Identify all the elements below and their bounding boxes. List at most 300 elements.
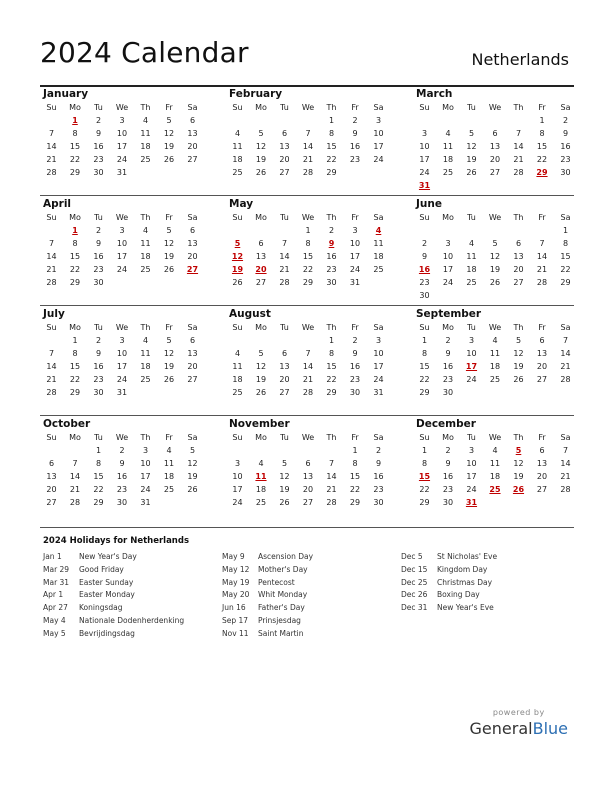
day-cell: 12 bbox=[163, 129, 175, 138]
day-cell: 26 bbox=[489, 278, 501, 287]
day-cell: 9 bbox=[445, 349, 451, 358]
day-cell: 28 bbox=[69, 498, 81, 507]
weekday-label: We bbox=[488, 213, 502, 222]
weekday-label: Mo bbox=[69, 213, 81, 222]
weekday-label: Tu bbox=[280, 323, 289, 332]
day-cell: 18 bbox=[489, 362, 501, 371]
holiday-day: 26 bbox=[512, 485, 525, 494]
logo-blue: Blue bbox=[532, 719, 568, 738]
holiday-name: Nationale Dodenherdenking bbox=[79, 615, 185, 625]
weekday-label: We bbox=[115, 433, 129, 442]
day-cell: 3 bbox=[119, 336, 125, 345]
holiday-date: May 12 bbox=[222, 564, 250, 574]
day-cell: 25 bbox=[163, 485, 175, 494]
day-cell: 26 bbox=[163, 265, 175, 274]
day-cell: 23 bbox=[326, 265, 337, 274]
day-cell: 3 bbox=[468, 336, 475, 345]
holiday-name: Good Friday bbox=[79, 564, 124, 574]
day-cell: 29 bbox=[93, 498, 104, 507]
day-cell: 7 bbox=[48, 349, 55, 358]
day-cell: 24 bbox=[116, 155, 128, 164]
day-cell: 8 bbox=[72, 239, 78, 248]
day-cell: 6 bbox=[492, 129, 498, 138]
day-cell: 14 bbox=[302, 142, 314, 151]
weekday-label: Th bbox=[513, 323, 524, 332]
day-cell: 20 bbox=[187, 142, 198, 151]
day-cell: 4 bbox=[492, 446, 498, 455]
day-cell: 17 bbox=[442, 265, 454, 274]
weekday-label: Sa bbox=[187, 323, 198, 332]
holiday-date: Apr 1 bbox=[43, 590, 64, 600]
day-cell: 17 bbox=[349, 252, 361, 261]
day-cell: 24 bbox=[140, 485, 151, 494]
day-cell: 17 bbox=[373, 142, 384, 151]
day-cell: 12 bbox=[255, 142, 267, 151]
day-cell: 1 bbox=[72, 336, 78, 345]
day-cell: 19 bbox=[279, 485, 290, 494]
logo-general: General bbox=[469, 719, 533, 738]
day-cell: 23 bbox=[373, 485, 384, 494]
day-cell: 12 bbox=[279, 472, 290, 481]
day-cell: 16 bbox=[373, 472, 384, 481]
day-cell: 13 bbox=[46, 472, 57, 481]
weekday-label: Th bbox=[140, 433, 151, 442]
day-cell: 29 bbox=[69, 388, 81, 397]
day-cell: 6 bbox=[48, 459, 55, 468]
weekday-label: We bbox=[301, 103, 315, 112]
day-cell: 20 bbox=[302, 485, 314, 494]
day-cell: 19 bbox=[163, 142, 175, 151]
month-march bbox=[413, 86, 575, 195]
day-cell: 16 bbox=[442, 472, 454, 481]
holiday-date: May 20 bbox=[222, 590, 250, 600]
weekday-label: Sa bbox=[187, 103, 198, 112]
month-row bbox=[40, 306, 574, 416]
day-cell: 22 bbox=[302, 265, 314, 274]
weekday-label: Tu bbox=[280, 433, 289, 442]
day-cell: 16 bbox=[349, 362, 361, 371]
holiday-day: 19 bbox=[231, 265, 244, 274]
month-name: October bbox=[43, 418, 91, 430]
weekday-label: Mo bbox=[442, 103, 454, 112]
day-cell: 11 bbox=[442, 142, 454, 151]
day-cell: 8 bbox=[95, 459, 102, 468]
holiday-name: Easter Sunday bbox=[79, 577, 134, 587]
day-cell: 1 bbox=[539, 116, 545, 125]
day-cell: 14 bbox=[560, 459, 571, 468]
month-november bbox=[226, 416, 388, 527]
day-cell: 10 bbox=[466, 459, 477, 468]
weekday-label: We bbox=[301, 433, 315, 442]
holiday-date: Mar 31 bbox=[43, 577, 70, 587]
day-cell: 28 bbox=[46, 168, 57, 177]
day-cell: 23 bbox=[349, 375, 361, 384]
day-cell: 16 bbox=[349, 142, 361, 151]
day-cell: 24 bbox=[232, 498, 243, 507]
day-cell: 15 bbox=[326, 362, 337, 371]
holiday-day: 12 bbox=[231, 252, 244, 261]
day-cell: 17 bbox=[116, 142, 128, 151]
day-cell: 14 bbox=[326, 472, 337, 481]
day-cell: 22 bbox=[93, 485, 104, 494]
weekday-label: Tu bbox=[94, 323, 103, 332]
weekday-label: Sa bbox=[560, 213, 571, 222]
holiday-date: Apr 27 bbox=[43, 603, 68, 613]
month-name: April bbox=[43, 198, 72, 210]
holiday-name: Easter Monday bbox=[79, 590, 135, 600]
day-cell: 4 bbox=[166, 446, 172, 455]
day-cell: 18 bbox=[373, 252, 384, 261]
day-cell: 21 bbox=[560, 362, 571, 371]
day-cell: 18 bbox=[232, 155, 243, 164]
day-cell: 22 bbox=[560, 265, 571, 274]
day-cell: 26 bbox=[513, 375, 524, 384]
day-cell: 28 bbox=[326, 498, 337, 507]
day-cell: 3 bbox=[119, 226, 125, 235]
day-cell: 1 bbox=[305, 226, 311, 235]
day-cell: 23 bbox=[116, 485, 128, 494]
day-cell: 19 bbox=[163, 252, 175, 261]
day-cell: 25 bbox=[232, 168, 243, 177]
day-cell: 9 bbox=[95, 239, 102, 248]
weekday-label: Su bbox=[232, 213, 243, 222]
day-cell: 3 bbox=[352, 226, 358, 235]
day-cell: 13 bbox=[279, 142, 290, 151]
month-name: August bbox=[229, 308, 271, 320]
holiday-day: 5 bbox=[515, 446, 522, 455]
day-cell: 9 bbox=[95, 349, 102, 358]
weekday-label: Sa bbox=[187, 213, 198, 222]
month-february bbox=[226, 86, 388, 195]
day-cell: 11 bbox=[140, 129, 151, 138]
day-cell: 24 bbox=[466, 485, 477, 494]
holiday-day: 1 bbox=[72, 116, 78, 125]
day-cell: 2 bbox=[445, 446, 451, 455]
day-cell: 19 bbox=[513, 362, 524, 371]
day-cell: 26 bbox=[232, 278, 243, 287]
holiday-name: Koningsdag bbox=[79, 603, 123, 613]
day-cell: 13 bbox=[255, 252, 267, 261]
day-cell: 2 bbox=[421, 239, 428, 248]
day-cell: 7 bbox=[515, 129, 522, 138]
holiday-date: May 9 bbox=[222, 552, 245, 561]
day-cell: 6 bbox=[281, 349, 288, 358]
day-cell: 20 bbox=[513, 265, 524, 274]
month-name: March bbox=[416, 88, 453, 100]
day-cell: 27 bbox=[536, 485, 548, 494]
day-cell: 5 bbox=[281, 459, 288, 468]
weekday-label: Mo bbox=[69, 323, 81, 332]
day-cell: 6 bbox=[281, 129, 288, 138]
day-cell: 30 bbox=[442, 498, 454, 507]
holiday-date: May 5 bbox=[43, 628, 66, 638]
weekday-label: Mo bbox=[442, 213, 454, 222]
weekday-label: Th bbox=[140, 213, 151, 222]
day-cell: 23 bbox=[560, 155, 571, 164]
day-cell: 5 bbox=[189, 446, 196, 455]
day-cell: 27 bbox=[279, 168, 290, 177]
day-cell: 9 bbox=[375, 459, 382, 468]
day-cell: 16 bbox=[93, 252, 104, 261]
day-cell: 17 bbox=[419, 155, 430, 164]
day-cell: 25 bbox=[140, 375, 151, 384]
day-cell: 18 bbox=[163, 472, 175, 481]
holiday-day: 11 bbox=[255, 472, 267, 481]
day-cell: 14 bbox=[46, 362, 57, 371]
weekday-label: Su bbox=[232, 103, 243, 112]
day-cell: 20 bbox=[536, 472, 548, 481]
holiday-name: New Year's Eve bbox=[437, 603, 494, 613]
day-cell: 20 bbox=[279, 375, 290, 384]
holiday-day: 9 bbox=[328, 239, 335, 248]
day-cell: 21 bbox=[536, 265, 548, 274]
day-cell: 30 bbox=[93, 278, 104, 287]
day-cell: 27 bbox=[279, 388, 290, 397]
day-cell: 1 bbox=[328, 336, 335, 345]
day-cell: 28 bbox=[302, 168, 314, 177]
day-cell: 21 bbox=[302, 155, 314, 164]
holiday-date: Nov 11 bbox=[222, 628, 249, 638]
weekday-label: Tu bbox=[94, 103, 103, 112]
day-cell: 11 bbox=[140, 239, 151, 248]
day-cell: 3 bbox=[119, 116, 125, 125]
weekday-label: Mo bbox=[255, 323, 267, 332]
day-cell: 2 bbox=[95, 226, 102, 235]
month-december bbox=[413, 416, 575, 527]
day-cell: 17 bbox=[232, 485, 243, 494]
weekday-label: We bbox=[488, 323, 502, 332]
day-cell: 30 bbox=[442, 388, 454, 397]
day-cell: 11 bbox=[373, 239, 384, 248]
day-cell: 28 bbox=[46, 388, 57, 397]
month-january bbox=[40, 86, 202, 195]
holiday-date: Dec 25 bbox=[401, 577, 428, 587]
day-cell: 16 bbox=[116, 472, 128, 481]
day-cell: 8 bbox=[421, 459, 428, 468]
month-row bbox=[40, 196, 574, 306]
holiday-day: 20 bbox=[255, 265, 267, 274]
brand-logo bbox=[470, 708, 568, 738]
day-cell: 3 bbox=[234, 459, 241, 468]
day-cell: 12 bbox=[489, 252, 501, 261]
day-cell: 20 bbox=[187, 252, 198, 261]
day-cell: 9 bbox=[445, 459, 451, 468]
day-cell: 2 bbox=[562, 116, 569, 125]
weekday-label: We bbox=[301, 213, 315, 222]
day-cell: 21 bbox=[69, 485, 81, 494]
day-cell: 10 bbox=[419, 142, 430, 151]
day-cell: 30 bbox=[93, 168, 104, 177]
day-cell: 15 bbox=[349, 472, 361, 481]
weekday-label: Sa bbox=[187, 433, 198, 442]
generalblue-logo bbox=[470, 719, 568, 738]
weekday-label: Sa bbox=[373, 213, 384, 222]
day-cell: 8 bbox=[562, 239, 569, 248]
weekday-label: We bbox=[115, 103, 129, 112]
day-cell: 13 bbox=[279, 362, 290, 371]
weekday-label: Sa bbox=[373, 103, 384, 112]
day-cell: 7 bbox=[48, 239, 55, 248]
weekday-label: Mo bbox=[255, 433, 267, 442]
day-cell: 18 bbox=[232, 375, 243, 384]
day-cell: 28 bbox=[560, 485, 571, 494]
day-cell: 6 bbox=[305, 459, 311, 468]
day-cell: 29 bbox=[560, 278, 571, 287]
day-cell: 2 bbox=[445, 336, 451, 345]
holiday-date: Jan 1 bbox=[43, 552, 62, 561]
holiday-date: Dec 5 bbox=[401, 552, 423, 561]
holiday-name: Boxing Day bbox=[437, 590, 480, 600]
day-cell: 10 bbox=[116, 129, 128, 138]
day-cell: 29 bbox=[302, 278, 314, 287]
day-cell: 23 bbox=[349, 155, 361, 164]
day-cell: 25 bbox=[140, 265, 151, 274]
day-cell: 26 bbox=[255, 168, 267, 177]
holiday-date: Dec 15 bbox=[401, 564, 428, 574]
holiday-name: St Nicholas' Eve bbox=[437, 552, 498, 561]
day-cell: 7 bbox=[72, 459, 78, 468]
day-cell: 21 bbox=[46, 265, 57, 274]
day-cell: 6 bbox=[189, 336, 196, 345]
day-cell: 3 bbox=[421, 129, 428, 138]
day-cell: 4 bbox=[468, 239, 475, 248]
month-name: December bbox=[416, 418, 476, 430]
day-cell: 18 bbox=[489, 472, 501, 481]
day-cell: 8 bbox=[352, 459, 358, 468]
day-cell: 4 bbox=[234, 129, 241, 138]
day-cell: 27 bbox=[536, 375, 548, 384]
day-cell: 10 bbox=[466, 349, 477, 358]
weekday-label: Sa bbox=[560, 433, 571, 442]
day-cell: 12 bbox=[255, 362, 267, 371]
day-cell: 5 bbox=[166, 336, 172, 345]
day-cell: 30 bbox=[326, 278, 337, 287]
day-cell: 11 bbox=[489, 459, 501, 468]
day-cell: 17 bbox=[373, 362, 384, 371]
holiday-date: Jun 16 bbox=[222, 603, 246, 613]
weekday-label: Th bbox=[326, 213, 337, 222]
weekday-label: Su bbox=[232, 433, 243, 442]
weekday-label: Tu bbox=[280, 213, 289, 222]
holiday-day: 25 bbox=[489, 485, 501, 494]
weekday-label: Tu bbox=[94, 433, 103, 442]
weekday-label: Fr bbox=[351, 213, 359, 222]
day-cell: 24 bbox=[116, 375, 128, 384]
day-cell: 2 bbox=[352, 336, 358, 345]
weekday-label: Fr bbox=[538, 323, 546, 332]
weekday-label: Tu bbox=[467, 213, 476, 222]
weekday-label: We bbox=[488, 103, 502, 112]
weekday-label: We bbox=[301, 323, 315, 332]
day-cell: 2 bbox=[95, 336, 102, 345]
day-cell: 14 bbox=[279, 252, 290, 261]
weekday-label: Th bbox=[513, 103, 524, 112]
day-cell: 20 bbox=[46, 485, 57, 494]
weekday-label: Th bbox=[140, 103, 151, 112]
holiday-day: 29 bbox=[536, 168, 548, 177]
day-cell: 18 bbox=[255, 485, 267, 494]
day-cell: 18 bbox=[140, 142, 151, 151]
day-cell: 9 bbox=[421, 252, 428, 261]
day-cell: 7 bbox=[328, 459, 335, 468]
weekday-label: Tu bbox=[467, 433, 476, 442]
day-cell: 18 bbox=[442, 155, 454, 164]
day-cell: 12 bbox=[466, 142, 477, 151]
day-cell: 24 bbox=[442, 278, 454, 287]
weekday-label: We bbox=[115, 323, 129, 332]
day-cell: 1 bbox=[562, 226, 569, 235]
day-cell: 7 bbox=[562, 446, 569, 455]
day-cell: 6 bbox=[539, 336, 545, 345]
day-cell: 14 bbox=[513, 142, 524, 151]
weekday-label: Th bbox=[326, 103, 337, 112]
day-cell: 30 bbox=[116, 498, 128, 507]
day-cell: 25 bbox=[466, 278, 477, 287]
day-cell: 11 bbox=[140, 349, 151, 358]
day-cell: 14 bbox=[302, 362, 314, 371]
day-cell: 23 bbox=[442, 375, 454, 384]
day-cell: 7 bbox=[562, 336, 569, 345]
day-cell: 14 bbox=[46, 252, 57, 261]
day-cell: 4 bbox=[492, 336, 498, 345]
day-cell: 8 bbox=[328, 129, 335, 138]
day-cell: 21 bbox=[279, 265, 290, 274]
holiday-day: 4 bbox=[375, 226, 382, 235]
weekday-label: Tu bbox=[467, 323, 476, 332]
holiday-day: 15 bbox=[418, 472, 431, 481]
day-cell: 3 bbox=[445, 239, 451, 248]
day-cell: 29 bbox=[69, 168, 81, 177]
day-cell: 14 bbox=[69, 472, 81, 481]
day-cell: 6 bbox=[189, 116, 196, 125]
day-cell: 13 bbox=[187, 239, 198, 248]
weekday-label: Mo bbox=[69, 433, 81, 442]
day-cell: 15 bbox=[536, 142, 548, 151]
day-cell: 22 bbox=[349, 485, 361, 494]
day-cell: 19 bbox=[466, 155, 477, 164]
day-cell: 5 bbox=[166, 226, 172, 235]
holiday-date: Sep 17 bbox=[222, 615, 249, 625]
day-cell: 24 bbox=[419, 168, 430, 177]
holiday-day: 1 bbox=[72, 226, 78, 235]
day-cell: 30 bbox=[419, 291, 430, 300]
day-cell: 27 bbox=[187, 155, 198, 164]
day-cell: 24 bbox=[373, 155, 384, 164]
holiday-day: 16 bbox=[418, 265, 431, 274]
day-cell: 10 bbox=[442, 252, 454, 261]
weekday-label: Tu bbox=[467, 103, 476, 112]
day-cell: 15 bbox=[560, 252, 571, 261]
day-cell: 26 bbox=[163, 155, 175, 164]
day-cell: 8 bbox=[539, 129, 545, 138]
weekday-label: Mo bbox=[255, 103, 267, 112]
weekday-label: We bbox=[488, 433, 502, 442]
day-cell: 13 bbox=[536, 459, 548, 468]
day-cell: 17 bbox=[466, 472, 477, 481]
day-cell: 11 bbox=[232, 142, 243, 151]
day-cell: 16 bbox=[93, 142, 104, 151]
weekday-label: Fr bbox=[165, 323, 173, 332]
day-cell: 23 bbox=[93, 375, 104, 384]
day-cell: 3 bbox=[375, 336, 382, 345]
day-cell: 22 bbox=[69, 265, 81, 274]
weekday-label: Sa bbox=[373, 323, 384, 332]
day-cell: 3 bbox=[468, 446, 475, 455]
weekday-label: We bbox=[115, 213, 129, 222]
day-cell: 28 bbox=[560, 375, 571, 384]
day-cell: 10 bbox=[140, 459, 151, 468]
day-cell: 16 bbox=[93, 362, 104, 371]
